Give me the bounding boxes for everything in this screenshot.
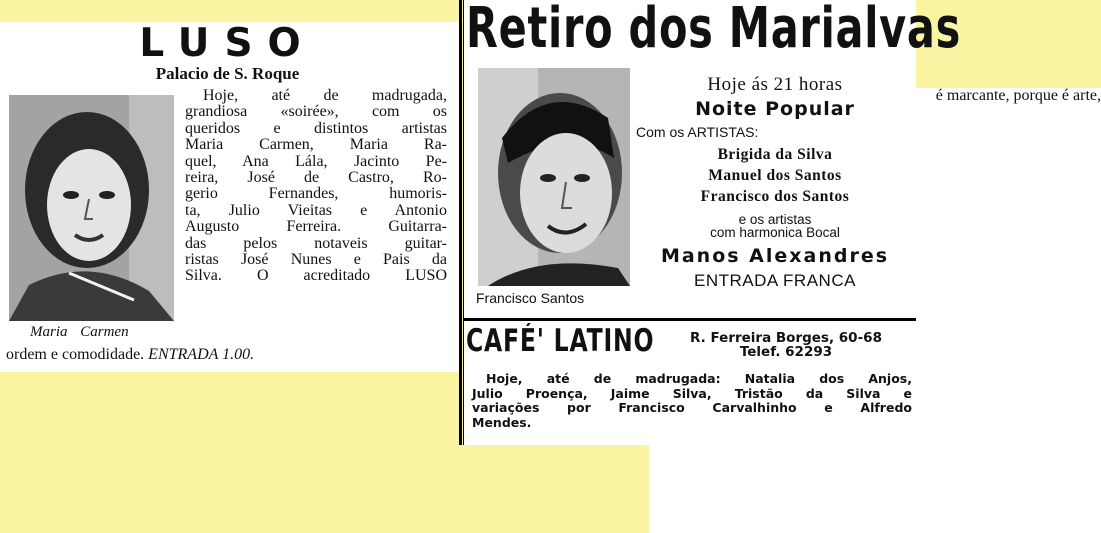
entry-info: ENTRADA FRANCA bbox=[694, 271, 856, 290]
body-line: queridos e distintos artistas bbox=[185, 119, 447, 137]
body-line: Maria Carmen, Maria Ra- bbox=[185, 136, 447, 154]
body-line: ristas José Nunes e Pais da bbox=[185, 251, 447, 269]
cafe-phone: Telef. 62293 bbox=[739, 344, 833, 360]
cafe-latino-title: CAFÉ' LATINO bbox=[466, 323, 655, 359]
retiro-title: Retiro dos Marialvas bbox=[466, 0, 962, 61]
maria-carmen-photo bbox=[9, 95, 174, 321]
event-name: Noite Popular bbox=[695, 98, 855, 120]
luso-subtitle: Palacio de S. Roque bbox=[155, 64, 300, 83]
artist-name: Francisco dos Santos bbox=[700, 188, 850, 205]
portrait-man-image bbox=[478, 68, 630, 286]
francisco-photo-caption: Francisco Santos bbox=[476, 290, 585, 306]
body-line: gerio Fernandes, humoris- bbox=[185, 185, 447, 203]
body-line: grandiosa «soirée», com os bbox=[185, 103, 447, 121]
and-artists-label: e os artistas bbox=[738, 212, 812, 227]
right-column bbox=[464, 0, 962, 445]
body-line: das pelos notaveis guitar- bbox=[185, 234, 447, 252]
harmonica-label: com harmonica Bocal bbox=[710, 225, 840, 240]
cafe-address: R. Ferreira Borges, 60-68 bbox=[690, 330, 882, 346]
luso-title: LUSO bbox=[139, 21, 316, 66]
portrait-woman-image bbox=[9, 95, 174, 321]
body-line: é marcante, porque é arte, bbox=[649, 88, 1101, 533]
cafe-body-text bbox=[472, 372, 912, 430]
footer-text: ordem e comodidade. bbox=[6, 346, 149, 363]
artist-name: Manuel dos Santos bbox=[708, 167, 842, 184]
event-time: Hoje ás 21 horas bbox=[707, 74, 843, 95]
with-artists-label: Com os ARTISTAS: bbox=[636, 124, 759, 140]
luso-footer bbox=[6, 346, 254, 364]
entry-price: ENTRADA 1.00. bbox=[148, 346, 255, 363]
artist-name: Brigida da Silva bbox=[717, 146, 833, 163]
body-line: ta, Julio Vieitas e Antonio bbox=[185, 201, 447, 219]
page-margin bbox=[0, 0, 462, 22]
body-line: Silva. O acreditado LUSO bbox=[185, 267, 447, 285]
maria-photo-caption: Maria Carmen bbox=[30, 324, 129, 340]
body-line: Augusto Ferreira. Guitarra- bbox=[185, 218, 447, 236]
cafe-line: variações por Francisco Carvalhinho e Alfredo bbox=[472, 400, 912, 415]
group-name: Manos Alexandres bbox=[660, 245, 890, 267]
cafe-contact bbox=[660, 331, 912, 359]
body-line: Hoje, até de madrugada, bbox=[203, 87, 447, 104]
cafe-line: Mendes. bbox=[472, 414, 532, 430]
cafe-line: Hoje, até de madrugada: Natalia dos Anjos, bbox=[486, 371, 912, 386]
body-line: reira, José de Castro, Ro- bbox=[185, 169, 447, 187]
column-divider bbox=[459, 0, 462, 445]
body-line: quel, Ana Lála, Jacinto Pe- bbox=[185, 152, 447, 170]
cafe-line: Julio Proença, Jaime Silva, Tristão da Silva e bbox=[472, 385, 912, 401]
francisco-santos-photo bbox=[478, 68, 630, 286]
